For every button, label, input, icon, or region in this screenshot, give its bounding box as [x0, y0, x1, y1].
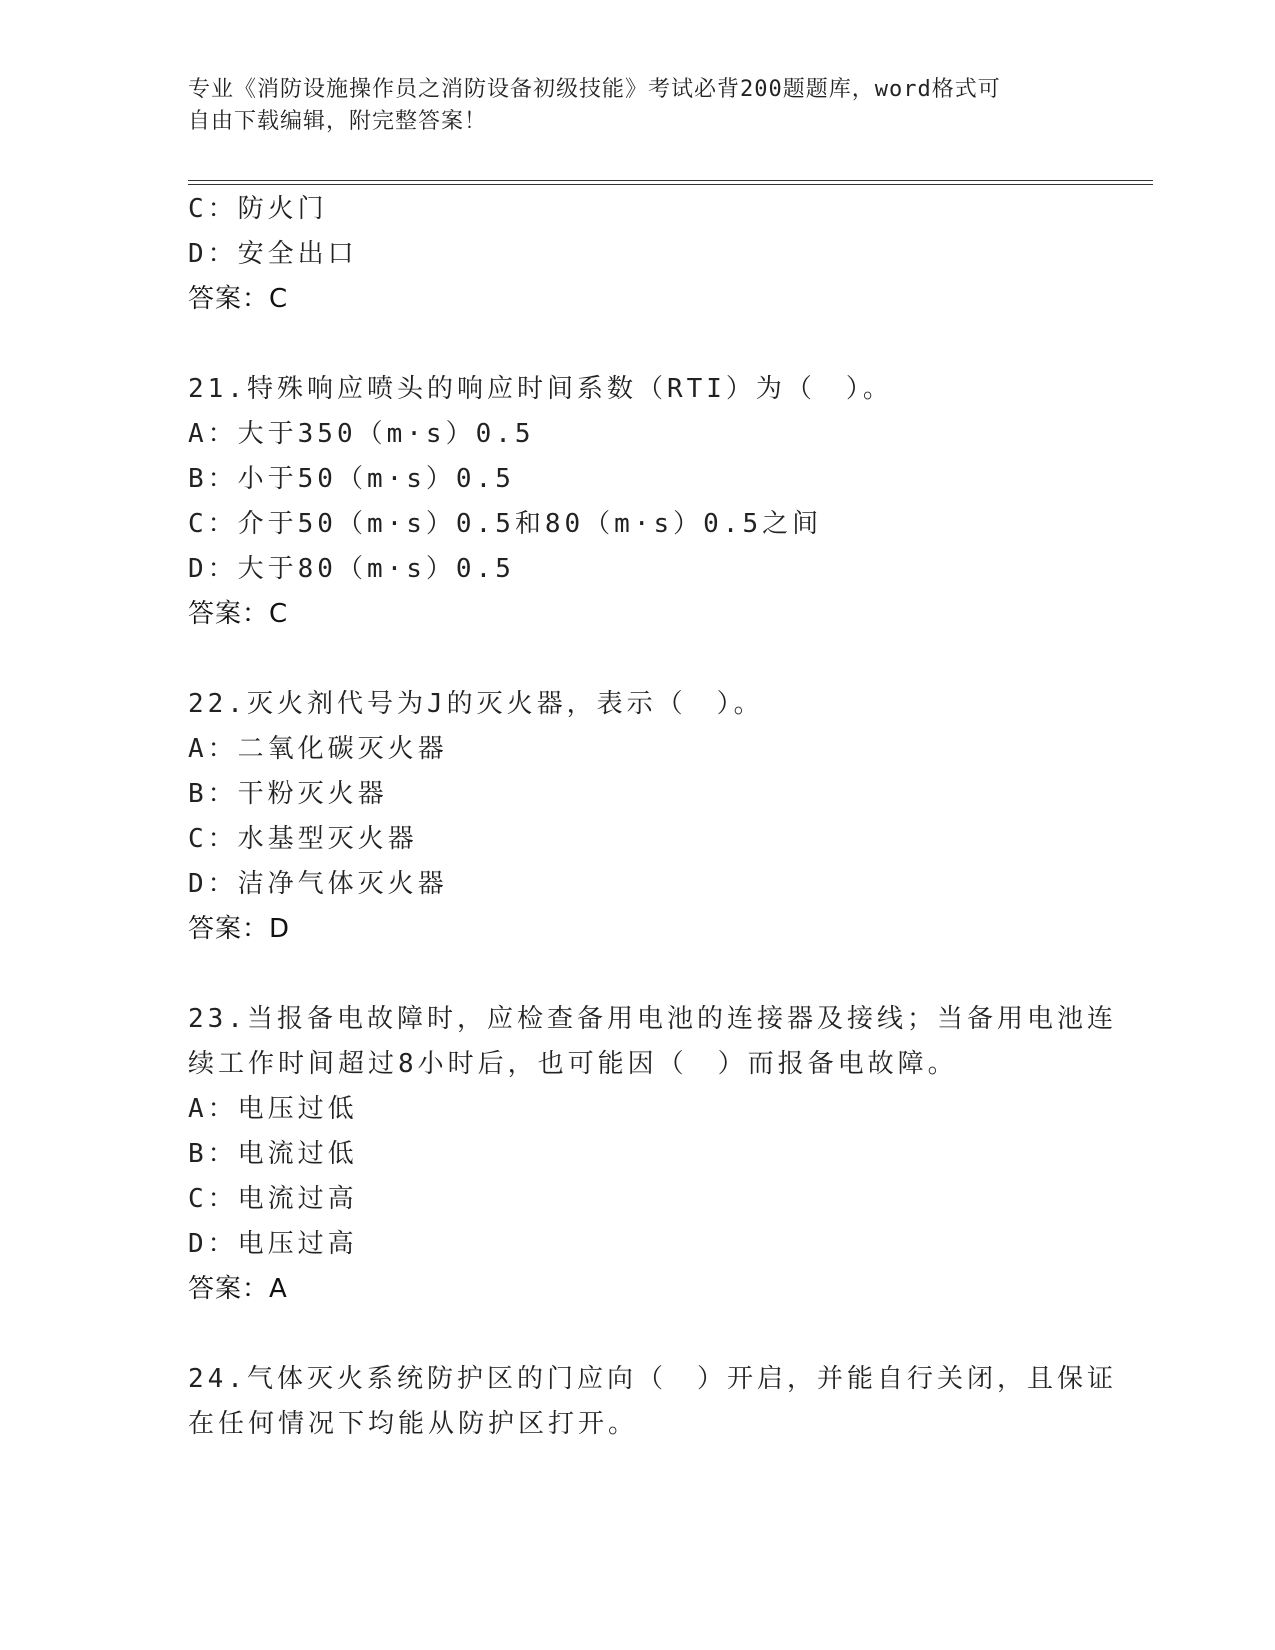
- question-stem: 23.当报备电故障时，应检查备用电池的连接器及接线；当备用电池连: [188, 1004, 1117, 1034]
- question-stem-continued: 在任何情况下均能从防护区打开。: [188, 1409, 639, 1439]
- option-a: A：电压过低: [188, 1094, 358, 1124]
- option-b: B：电流过低: [188, 1139, 358, 1169]
- header-divider-top: [188, 180, 1153, 181]
- question-stem: 24.气体灭火系统防护区的门应向（ ）开启，并能自行关闭，且保证: [188, 1364, 1117, 1394]
- option-a: A：大于350（m·s）0.5: [188, 419, 535, 449]
- option-c: C：介于50（m·s）0.5和80（m·s）0.5之间: [188, 509, 823, 539]
- option-d: D：洁净气体灭火器: [188, 869, 448, 899]
- answer-line: 答案：C: [188, 284, 289, 314]
- option-d: D：安全出口: [188, 239, 358, 269]
- option-b: B：小于50（m·s）0.5: [188, 464, 515, 494]
- answer-line: 答案：A: [188, 1274, 288, 1304]
- question-stem: 21.特殊响应喷头的响应时间系数（RTI）为（ ）。: [188, 374, 893, 404]
- question-stem-continued: 续工作时间超过8小时后，也可能因（ ）而报备电故障。: [188, 1049, 958, 1079]
- option-c: C：水基型灭火器: [188, 824, 418, 854]
- header-line-2: 自由下载编辑，附完整答案！: [188, 109, 488, 134]
- header-line-1: 专业《消防设施操作员之消防设备初级技能》考试必背200题题库，word格式可: [188, 77, 1001, 102]
- header-divider-bottom: [188, 184, 1153, 185]
- question-stem: 22.灭火剂代号为J的灭火器，表示（ ）。: [188, 689, 764, 719]
- option-c: C：电流过高: [188, 1184, 358, 1214]
- answer-line: 答案：D: [188, 914, 291, 944]
- option-d: D：大于80（m·s）0.5: [188, 554, 515, 584]
- option-b: B：干粉灭火器: [188, 779, 388, 809]
- answer-line: 答案：C: [188, 599, 289, 629]
- document-header: [188, 74, 1088, 138]
- option-a: A：二氧化碳灭火器: [188, 734, 448, 764]
- option-d: D：电压过高: [188, 1229, 358, 1259]
- option-c: C：防火门: [188, 194, 328, 224]
